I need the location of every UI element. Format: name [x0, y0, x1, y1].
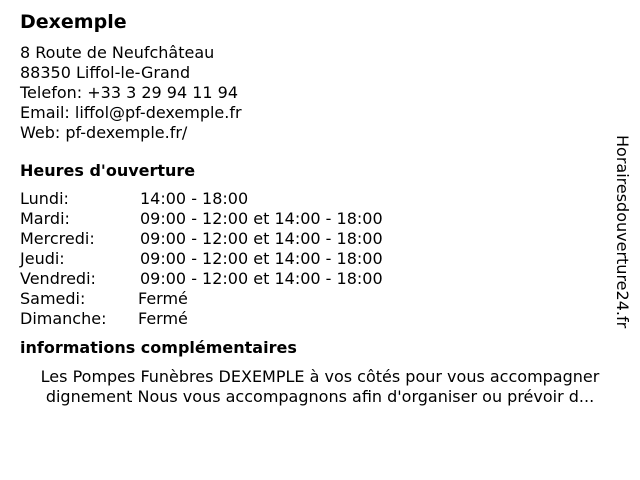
opening-hours-title: Heures d'ouverture — [20, 161, 196, 180]
time-value: 14:00 - 18:00 — [140, 189, 249, 208]
time-value: Fermé — [138, 309, 188, 328]
hours-row-saturday — [20, 289, 600, 309]
hours-row-thursday — [20, 249, 600, 269]
additional-info-text — [18, 367, 622, 407]
description-line: Les Pompes Funèbres DEXEMPLE à vos côtés pour vous accompagner — [40, 367, 600, 386]
additional-info-title: informations complémentaires — [20, 338, 297, 357]
website: Web: pf-dexemple.fr/ — [20, 123, 188, 142]
time-value: 09:00 - 12:00 et 14:00 - 18:00 — [140, 249, 383, 268]
phone-number: Telefon: +33 3 29 94 11 94 — [20, 83, 239, 102]
address-street: 8 Route de Neufchâteau — [20, 43, 215, 62]
hours-row-sunday — [20, 309, 600, 329]
day-label: Mercredi: — [20, 229, 95, 248]
address-city: 88350 Liffol-le-Grand — [20, 63, 191, 82]
hours-row-monday — [20, 189, 600, 209]
hours-row-friday — [20, 269, 600, 289]
description-line: dignement Nous vous accompagnons afin d'organiser ou prévoir d... — [45, 387, 595, 406]
hours-row-tuesday — [20, 209, 600, 229]
time-value: 09:00 - 12:00 et 14:00 - 18:00 — [140, 209, 383, 228]
business-card — [20, 10, 600, 407]
email-address: Email: liffol@pf-dexemple.fr — [20, 103, 242, 122]
day-label: Jeudi: — [20, 249, 65, 268]
time-value: 09:00 - 12:00 et 14:00 - 18:00 — [140, 269, 383, 288]
time-value: 09:00 - 12:00 et 14:00 - 18:00 — [140, 229, 383, 248]
day-label: Dimanche: — [20, 309, 107, 328]
business-name: Dexemple — [20, 11, 127, 33]
day-label: Vendredi: — [20, 269, 96, 288]
hours-row-wednesday — [20, 229, 600, 249]
day-label: Lundi: — [20, 189, 69, 208]
day-label: Mardi: — [20, 209, 70, 228]
watermark: Horairesdouverture24.fr — [613, 135, 632, 329]
time-value: Fermé — [138, 289, 188, 308]
opening-hours-table — [20, 189, 600, 329]
day-label: Samedi: — [20, 289, 86, 308]
